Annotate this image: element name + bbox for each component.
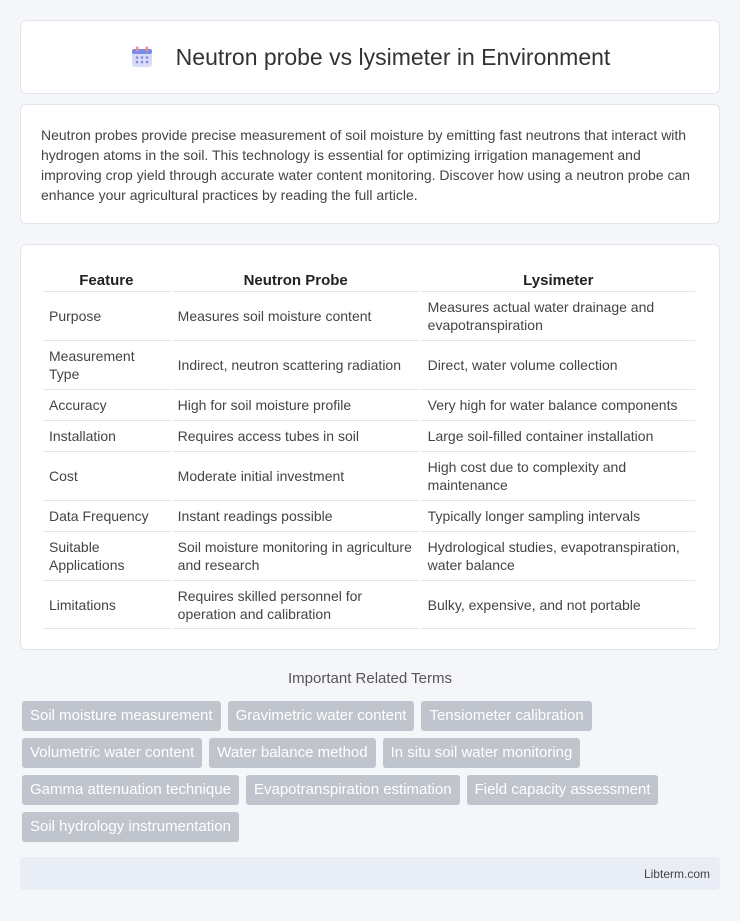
table-cell: Purpose [43, 291, 170, 340]
table-cell: Direct, water volume collection [422, 340, 695, 389]
related-terms-title: Important Related Terms [288, 670, 452, 687]
table-cell: Limitations [43, 580, 170, 629]
related-terms-list [22, 701, 722, 842]
table-cell: Measures actual water drainage and evapotranspiration [422, 291, 695, 340]
related-term-tag[interactable]: Evapotranspiration estimation [246, 775, 460, 805]
related-term-tag[interactable]: Field capacity assessment [467, 775, 659, 805]
page-title: Neutron probe vs lysimeter in Environment [175, 43, 611, 70]
column-header-lysimeter: Lysimeter [523, 272, 594, 289]
table-row [43, 420, 695, 451]
table-header-row [43, 265, 695, 291]
footer [20, 857, 720, 890]
related-term-tag[interactable]: Water balance method [209, 738, 375, 768]
related-term-tag[interactable]: In situ soil water monitoring [383, 738, 581, 768]
column-header-neutron-probe: Neutron Probe [243, 272, 348, 289]
table-cell: High for soil moisture profile [172, 389, 420, 420]
table-row [43, 291, 695, 340]
table-row [43, 340, 695, 389]
table-row [43, 580, 695, 629]
related-term-tag[interactable]: Volumetric water content [22, 738, 202, 768]
related-term-tag[interactable]: Gravimetric water content [228, 701, 415, 731]
related-term-tag[interactable]: Tensiometer calibration [421, 701, 591, 731]
table-cell: Cost [43, 451, 170, 500]
header-card [20, 20, 720, 94]
table-cell: Bulky, expensive, and not portable [422, 580, 695, 629]
intro-card [20, 104, 720, 224]
table-cell: Requires access tubes in soil [172, 420, 420, 451]
calendar-icon [130, 45, 154, 69]
related-term-tag[interactable]: Gamma attenuation technique [22, 775, 239, 805]
table-cell: Suitable Applications [43, 531, 170, 580]
column-header-feature: Feature [79, 272, 134, 289]
table-cell: Data Frequency [43, 500, 170, 531]
comparison-table-card [20, 244, 720, 650]
table-cell: Soil moisture monitoring in agriculture and research [172, 531, 420, 580]
table-cell: Hydrological studies, evapotranspiration, water balance [422, 531, 695, 580]
table-row [43, 531, 695, 580]
table-row [43, 389, 695, 420]
related-term-tag[interactable]: Soil moisture measurement [22, 701, 221, 731]
related-term-tag[interactable]: Soil hydrology instrumentation [22, 812, 239, 842]
footer-site-link[interactable]: Libterm.com [643, 866, 710, 881]
intro-text: Neutron probes provide precise measurement of soil moisture by emitting fast neutrons that interact with hydrogen atoms in the soil. This technology is essential for optimizing irrigation management and improving crop yield through accurate water content monitoring. Discover how using a neutron probe can enhance your agricultural practices by reading the full article. [41, 127, 691, 203]
table-cell: High cost due to complexity and maintenance [422, 451, 695, 500]
table-cell: Installation [43, 420, 170, 451]
table-cell: Measures soil moisture content [172, 291, 420, 340]
table-cell: Measurement Type [43, 340, 170, 389]
table-row [43, 451, 695, 500]
table-cell: Large soil-filled container installation [422, 420, 695, 451]
table-cell: Moderate initial investment [172, 451, 420, 500]
table-cell: Instant readings possible [172, 500, 420, 531]
table-cell: Indirect, neutron scattering radiation [172, 340, 420, 389]
table-cell: Requires skilled personnel for operation and calibration [172, 580, 420, 629]
comparison-table [41, 265, 697, 629]
table-cell: Accuracy [43, 389, 170, 420]
table-cell: Very high for water balance components [422, 389, 695, 420]
table-row [43, 500, 695, 531]
table-cell: Typically longer sampling intervals [422, 500, 695, 531]
